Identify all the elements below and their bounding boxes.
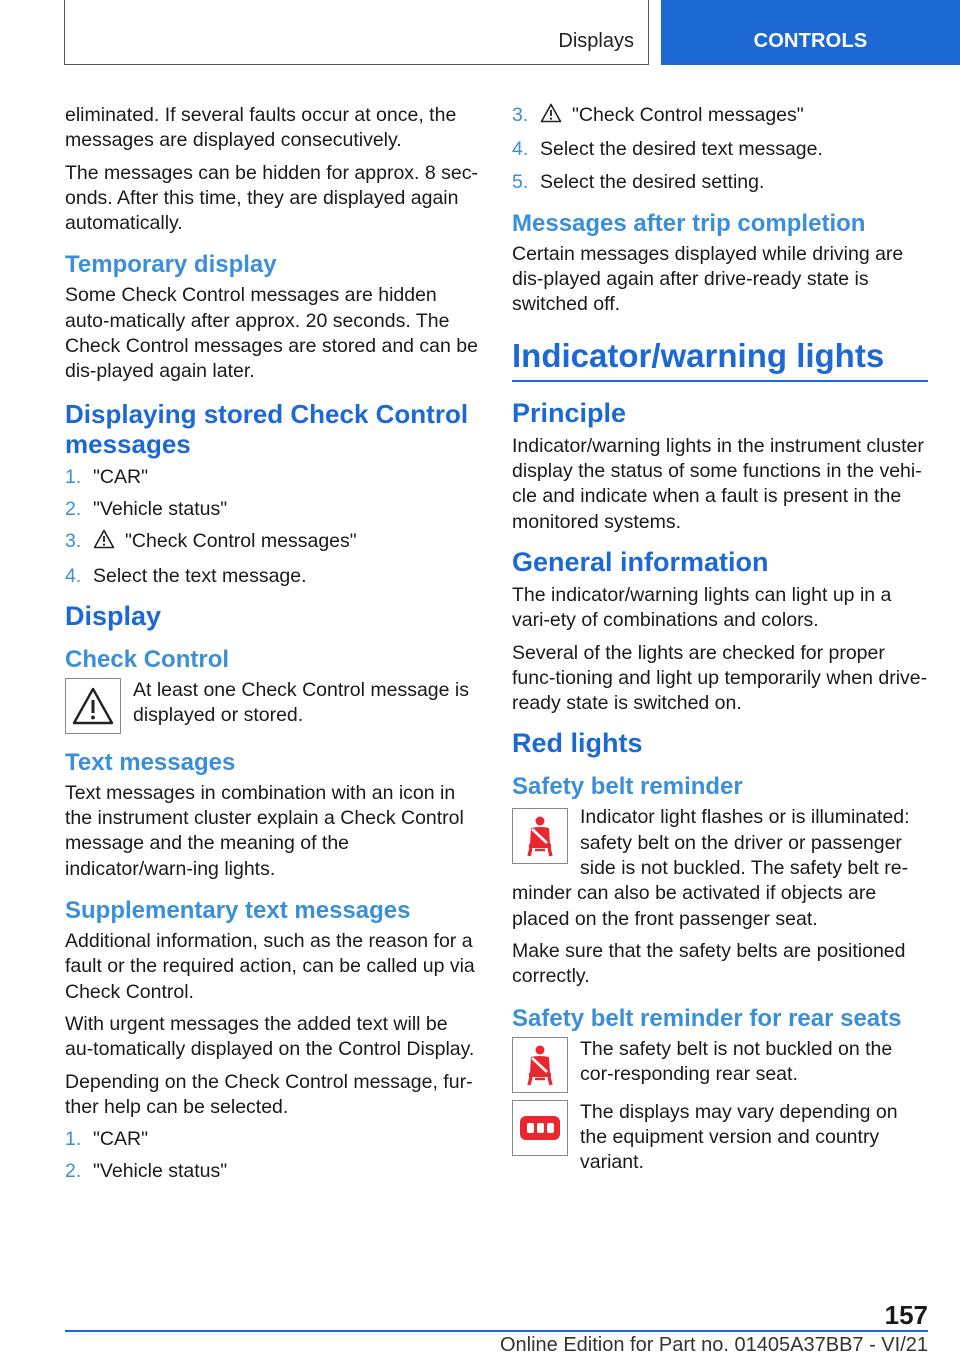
steps-list	[512, 103, 928, 195]
list-item: 3. "Check Control messages"	[65, 529, 480, 556]
paragraph: The safety belt is not buckled on the cor‐responding rear seat.	[580, 1037, 893, 1085]
list-item: 1. "CAR"	[65, 465, 149, 488]
list-item: 1. "CAR"	[65, 1128, 149, 1151]
heading-after-trip: Messages after trip completion	[512, 209, 866, 237]
header-chapter-title: CONTROLS	[753, 30, 868, 52]
header-section-box	[64, 0, 649, 65]
heading-displaying-stored: Displaying stored Check Control messages	[65, 398, 469, 459]
heading-check-control: Check Control	[65, 645, 230, 673]
warning-triangle-icon	[540, 103, 562, 130]
heading-temporary-display: Temporary display	[65, 251, 277, 279]
heading-general-information: General information	[512, 546, 769, 577]
safety-belt-block	[512, 805, 928, 931]
steps-list	[65, 1127, 480, 1185]
paragraph: Additional information, such as the reason for a fault or the required action, can be called up via Check Control.	[65, 930, 475, 1003]
page-number: 157	[884, 1300, 928, 1330]
list-item: 4. Select the desired text message.	[512, 138, 823, 161]
paragraph: The displays may vary depending on the equipment version and country variant.	[580, 1100, 898, 1174]
heading-safety-belt-rear: Safety belt reminder for rear seats	[512, 1004, 902, 1032]
heading-safety-belt: Safety belt reminder	[512, 773, 743, 801]
rear-seat-display-icon	[512, 1100, 568, 1156]
paragraph: The messages can be hidden for approx. 8 sec‐onds. After this time, they are displayed again automatically.	[65, 161, 478, 235]
heading-text-messages: Text messages	[65, 748, 236, 776]
header-section-title: Displays	[558, 30, 634, 52]
warning-triangle-icon	[93, 529, 115, 556]
list-item: 4. Select the text message.	[65, 564, 307, 587]
paragraph: Some Check Control messages are hidden auto‐matically after approx. 20 seconds. The Check Control messages are stored and can be dis‐played again later.	[65, 284, 478, 383]
header-chapter-tab	[661, 0, 960, 65]
paragraph: Several of the lights are checked for proper func‐tioning and light up temporarily when drive-ready state is switched on.	[512, 641, 928, 715]
paragraph: The indicator/warning lights can light up in a vari‐ety of combinations and colors.	[512, 583, 892, 632]
paragraph: Indicator light flashes or is illuminated: safety belt on the driver or passenger side is not buckled. The safety belt re‐minder can also be activated if objects are placed on the front passenger seat.	[512, 806, 910, 930]
steps-list	[65, 465, 480, 589]
list-item: 2. "Vehicle status"	[65, 497, 228, 520]
seatbelt-icon	[512, 808, 568, 864]
heading-indicator-warning-lights: Indicator/warning lights	[512, 336, 928, 382]
warning-triangle-icon	[65, 678, 121, 734]
paragraph: With urgent messages the added text will be au‐tomatically displayed on the Control Display.	[65, 1012, 475, 1061]
paragraph: Indicator/warning lights in the instrument cluster display the status of some functions in the vehi‐cle and indicate when a fault is present in the monitored systems.	[512, 434, 924, 533]
heading-red-lights: Red lights	[512, 728, 643, 759]
rear-belt-row	[512, 1037, 928, 1093]
paragraph: Depending on the Check Control message, fur‐ther help can be selected.	[65, 1070, 473, 1118]
footer-divider	[65, 1330, 928, 1332]
paragraph: At least one Check Control message is displayed or stored.	[133, 678, 469, 727]
edition-text: Online Edition for Part no. 01405A37BB7 - VI/21	[499, 1334, 928, 1356]
left-column	[65, 103, 480, 1193]
heading-principle: Principle	[512, 397, 627, 428]
seatbelt-icon	[512, 1037, 568, 1093]
check-control-row	[65, 678, 480, 734]
list-item: 3. "Check Control messages"	[512, 103, 928, 130]
right-column	[512, 103, 928, 1182]
paragraph: eliminated. If several faults occur at once, the messages are displayed consecutively.	[65, 104, 457, 152]
paragraph: Make sure that the safety belts are positioned correctly.	[512, 939, 906, 988]
list-item: 2. "Vehicle status"	[65, 1160, 228, 1183]
heading-display: Display	[65, 600, 162, 631]
list-item: 5. Select the desired setting.	[512, 170, 765, 193]
rear-display-row	[512, 1100, 928, 1176]
heading-supplementary: Supplementary text messages	[65, 897, 411, 925]
paragraph: Certain messages displayed while driving are dis‐played again after drive-ready state is switched off.	[512, 242, 904, 316]
paragraph: Text messages in combination with an icon in the instrument cluster explain a Check Control message and the meaning of the indicator/warn‐ing lights.	[65, 781, 464, 880]
